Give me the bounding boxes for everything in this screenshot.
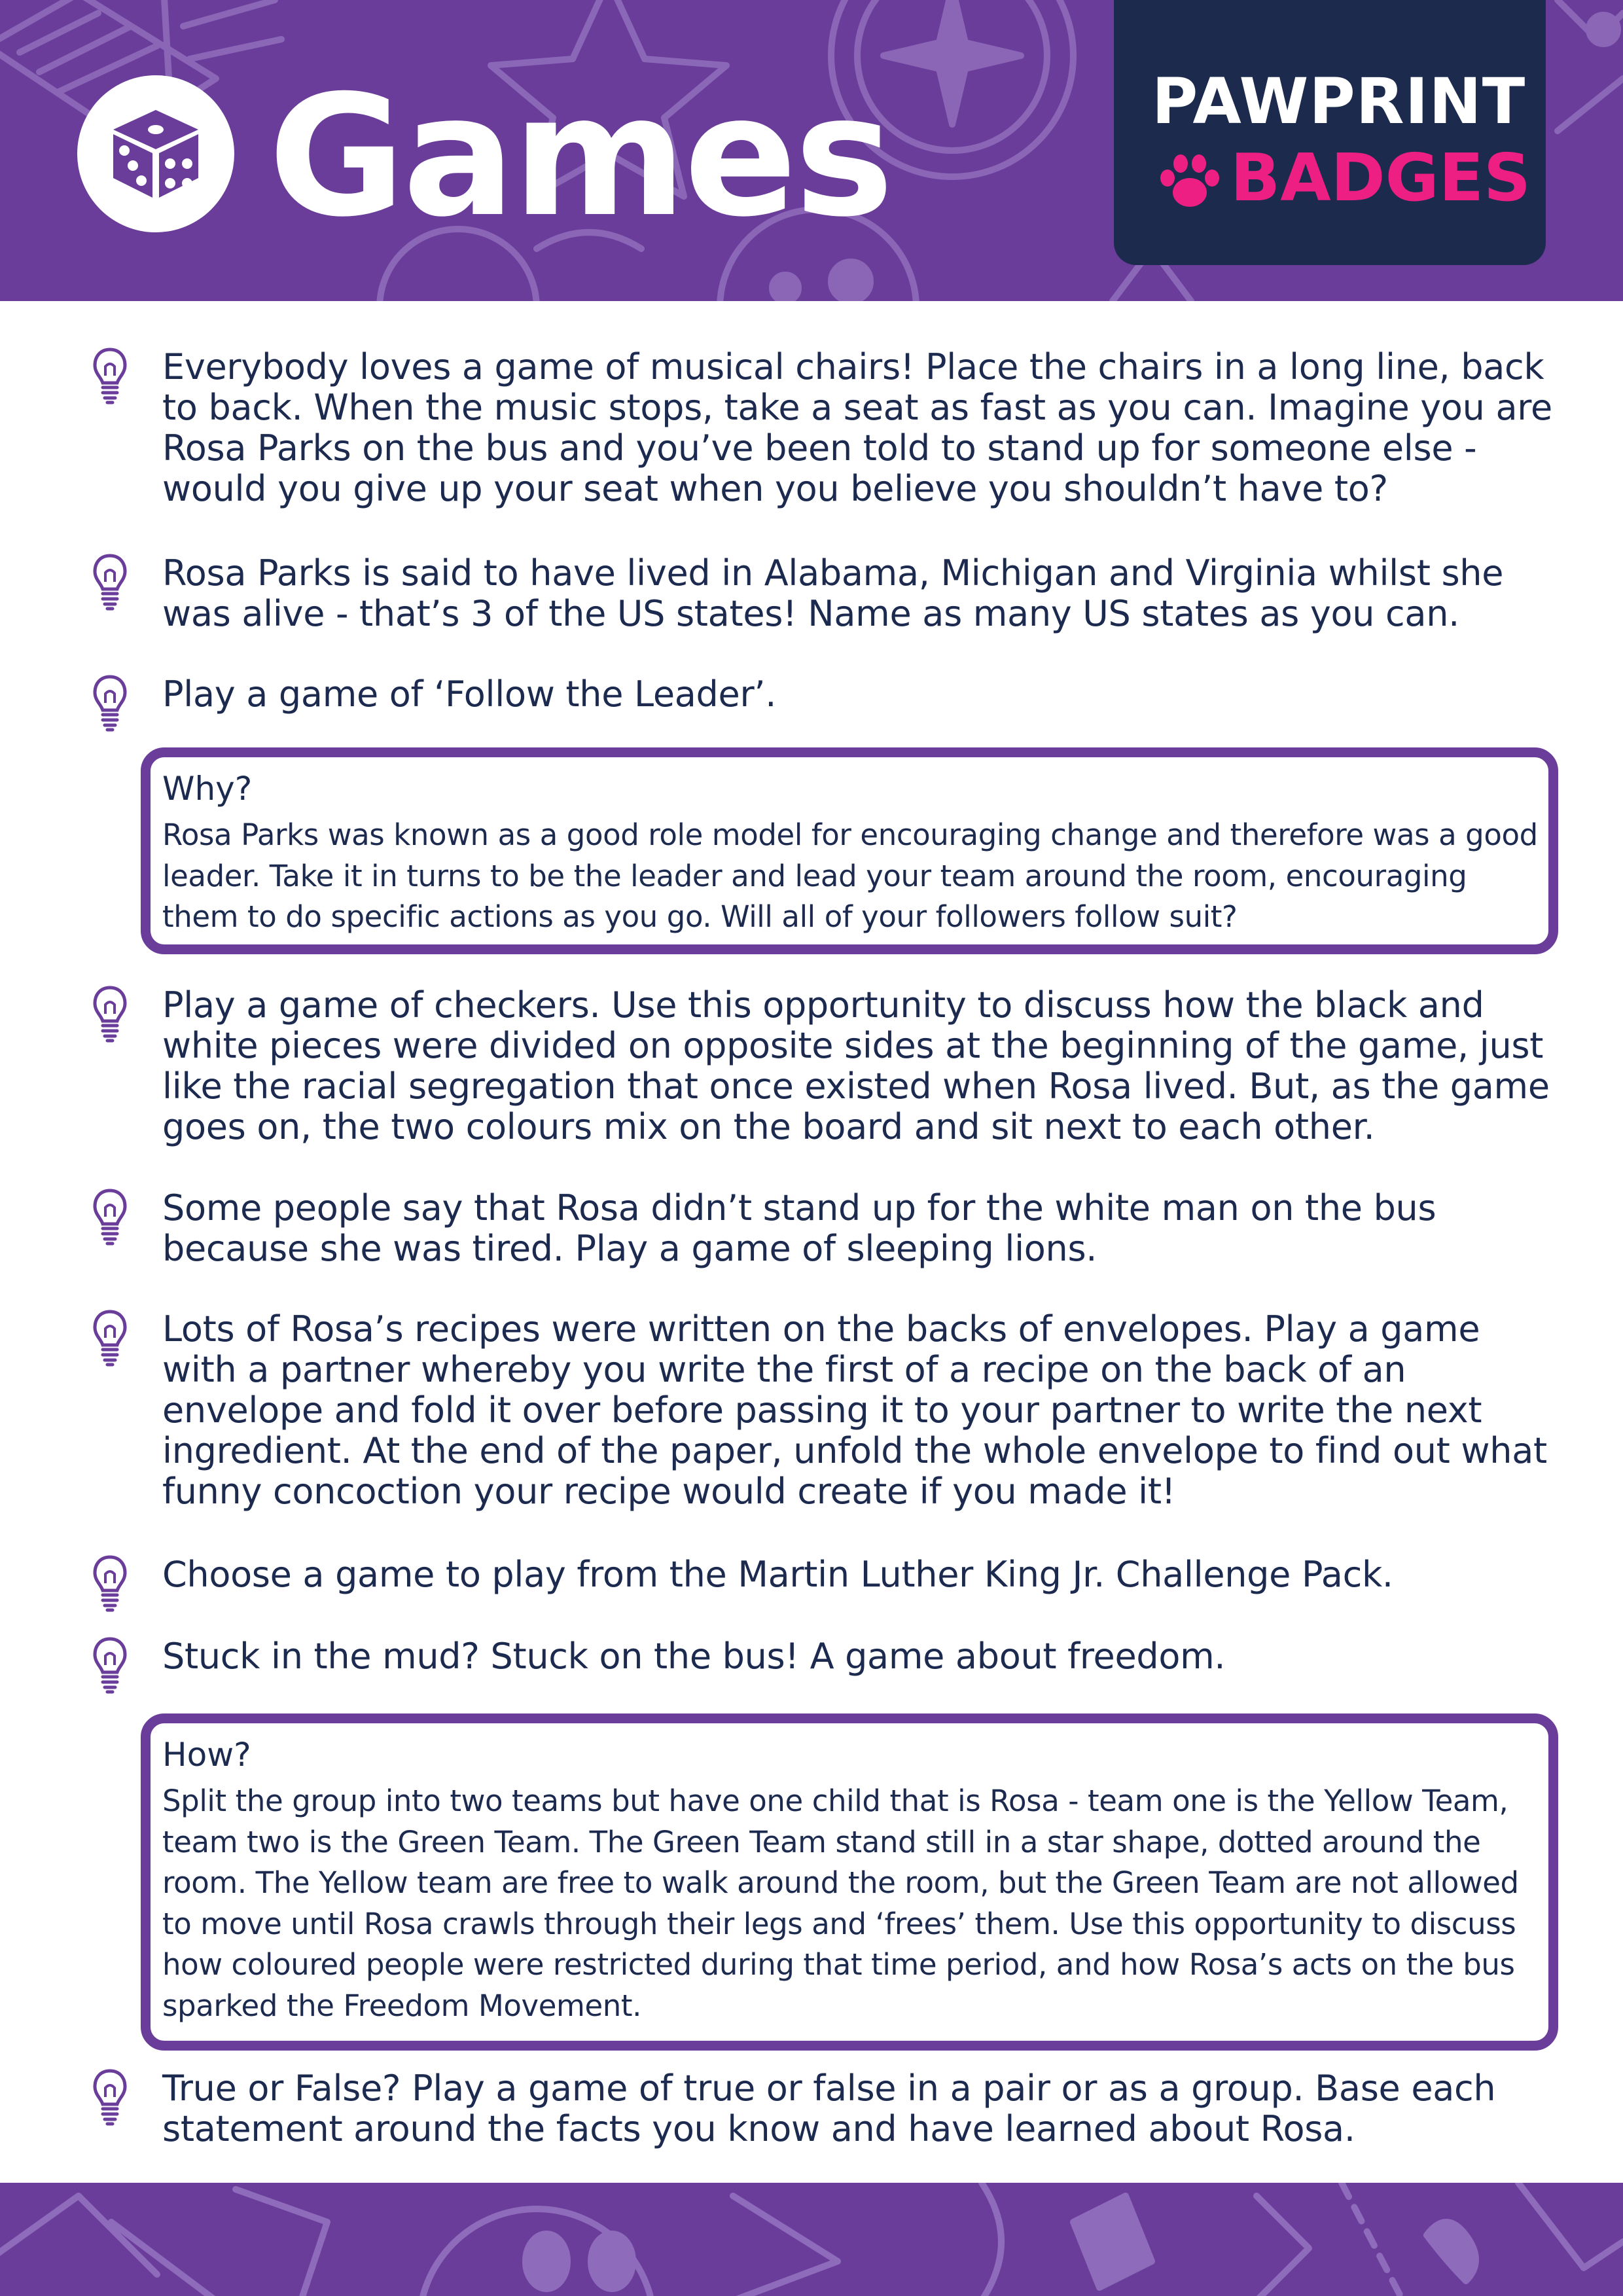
dice-icon	[107, 105, 205, 203]
dice-badge	[77, 75, 234, 232]
lightbulb-icon	[92, 1554, 128, 1613]
how-box	[141, 1713, 1558, 2051]
lightbulb-icon	[92, 1309, 128, 1368]
brand-name-line2: BADGES	[1230, 139, 1531, 216]
lightbulb-icon	[92, 1188, 128, 1247]
activity-text: Rosa Parks is said to have lived in Alabama, Michigan and Virginia whilst she was alive - that’s 3 of the US states! Name as many US states as you can.	[162, 552, 1504, 634]
lightbulb-icon	[92, 1636, 128, 1695]
background-doodles	[0, 2183, 1623, 2296]
header-banner	[0, 0, 1623, 301]
footer-banner	[0, 2183, 1623, 2296]
why-box	[141, 747, 1558, 954]
activity-text: Everybody loves a game of musical chairs! Place the chairs in a long line, back to back. When the music stops, take a seat as fast as you can. Imagine you are Rosa Parks on the bus and you’ve been told to stand up for someone else - would you give up your seat when you believe you shouldn’t have to?	[162, 346, 1552, 509]
brand-name-line1: PAWPRINT	[1152, 65, 1526, 138]
activity-text: Some people say that Rosa didn’t stand up for the white man on the bus because she was tired. Play a game of sleeping lions.	[162, 1187, 1436, 1269]
how-heading: How?	[162, 1736, 251, 1774]
lightbulb-icon	[92, 347, 128, 406]
page-title: Games	[268, 60, 891, 254]
activity-text: Play a game of checkers. Use this opportunity to discuss how the black and white pieces were divided on opposite sides at the beginning of the game, just like the racial segregation that once existed when Rosa lived. But, as the game goes on, the two colours mix on the board and sit next to each other.	[162, 984, 1550, 1147]
paw-icon	[1157, 153, 1222, 212]
activity-text: Stuck in the mud? Stuck on the bus! A game about freedom.	[162, 1636, 1226, 1677]
lightbulb-icon	[92, 985, 128, 1044]
why-body: Rosa Parks was known as a good role model for encouraging change and therefore was a good leader. Take it in turns to be the leader and lead your team around the room, encouraging them to do specific actions as you go. Will all of your followers follow suit?	[162, 817, 1538, 934]
activity-text: Choose a game to play from the Martin Luther King Jr. Challenge Pack.	[162, 1554, 1393, 1595]
activity-text: Lots of Rosa’s recipes were written on the backs of envelopes. Play a game with a partner whereby you write the first of a recipe on the back of an envelope and fold it over before passing it to your partner to write the next ingredient. At the end of the paper, unfold the whole envelope to find out what funny concoction your recipe would create if you made it!	[162, 1308, 1547, 1512]
brand-logo	[1114, 0, 1546, 265]
lightbulb-icon	[92, 674, 128, 733]
activity-text: True or False? Play a game of true or false in a pair or as a group. Base each statement around the facts you know and have learned about Rosa.	[162, 2068, 1496, 2149]
lightbulb-icon	[92, 2068, 128, 2127]
how-body: Split the group into two teams but have one child that is Rosa - team one is the Yellow Team, team two is the Green Team. The Green Team stand still in a star shape, dotted around the room. The Yellow team are free to walk around the room, but the Green Team are not allowed to move until Rosa crawls through their legs and ‘frees’ them. Use this opportunity to discuss how coloured people were restricted during that time period, and how Rosa’s acts on the bus sparked the Freedom Movement.	[162, 1784, 1519, 2023]
brand-name-line2-group	[1152, 139, 1531, 217]
activity-text: Play a game of ‘Follow the Leader’.	[162, 673, 777, 715]
lightbulb-icon	[92, 553, 128, 612]
why-heading: Why?	[162, 770, 253, 808]
